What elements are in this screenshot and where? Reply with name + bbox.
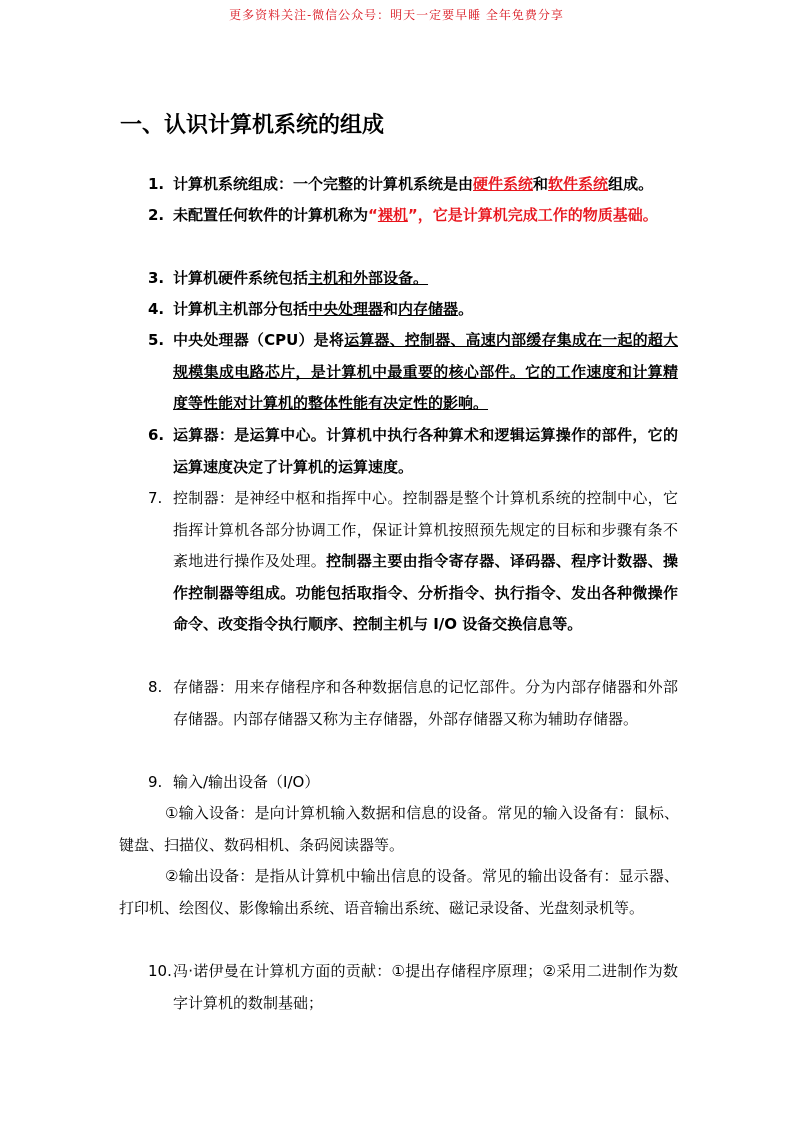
list-item-9: [148, 767, 678, 799]
item-text: 计算机硬件系统包括: [173, 269, 309, 287]
item-number: 7.: [148, 489, 163, 507]
list-item-10: [148, 956, 678, 1019]
item-text: 。: [458, 300, 474, 318]
item-number: 4.: [148, 300, 165, 318]
item-text: 控制器：是神经中枢和指挥中心。控制器是整个计算机系统的控制中心，它指挥计算机各部分协调工作，保证计算机按照预先规定的目标和步骤有条不紊地进行操作及处理。: [173, 489, 678, 570]
paragraph-input-devices: ①输入设备：是向计算机输入数据和信息的设备。常见的输入设备有：鼠标、键盘、扫描仪、数码相机、条码阅读器等。: [119, 804, 679, 854]
list-item-8: [148, 672, 678, 735]
item-number: 1.: [148, 175, 165, 193]
list-item-1: [148, 169, 678, 201]
highlight-hardware: 硬件系统: [473, 175, 534, 193]
item-text: 计算机主机部分包括: [173, 300, 309, 318]
list-item-5: [148, 325, 678, 420]
page-header: 更多资料关注-微信公众号：明天一定要早睡 全年免费分享: [229, 8, 564, 22]
highlight-software: 软件系统: [548, 175, 609, 193]
list-item-6: [148, 420, 678, 483]
item-text: 计算机系统组成：一个完整的计算机系统是由: [173, 175, 474, 193]
item-number: 8.: [148, 678, 163, 696]
paragraph-output-devices: ②输出设备：是指从计算机中输出信息的设备。常见的输出设备有：显示器、打印机、绘图仪、影像输出系统、语音输出系统、磁记录设备、光盘刻录机等。: [119, 867, 679, 917]
list-item-4: [148, 294, 678, 326]
underlined-text: 中央处理器: [308, 300, 384, 318]
item-text: 和: [533, 175, 549, 193]
item-text: 中央处理器（CPU）是将: [173, 331, 345, 349]
underlined-text: 运算器、控制器、高速内部缓存集成在一起的超大规模集成电路芯片，是计算机中最重要的核心部件。它的工作速度和计算精度等性能对计算机的整体性能有决定性的影响。: [173, 331, 678, 412]
item-number: 2.: [148, 206, 165, 224]
bold-text: 控制器主要由指令寄存器、译码器、程序计数器、操作控制器等组成。功能包括取指令、分析指令、执行指令、发出各种微操作命令、改变指令执行顺序、控制主机与 I/O 设备交换信息等。: [173, 552, 678, 633]
item-number: 10.: [148, 962, 172, 980]
highlight-bare-machine: 裸机: [377, 206, 408, 224]
underlined-text: 内存储器: [398, 300, 459, 318]
item-text: 冯·诺伊曼在计算机方面的贡献：①提出存储程序原理；②采用二进制作为数字计算机的数制基础；: [173, 962, 678, 1012]
item-number: 5.: [148, 331, 165, 349]
item-number: 6.: [148, 426, 165, 444]
list-item-7: [148, 483, 678, 641]
list-item-3: [148, 263, 678, 295]
highlight-quote: “: [368, 206, 378, 224]
item-text: 输入/输出设备（I/O）: [173, 773, 320, 791]
item-text: 组成。: [608, 175, 654, 193]
item-text: 和: [383, 300, 399, 318]
section-title: 一、认识计算机系统的组成: [120, 113, 385, 138]
item-number: 3.: [148, 269, 165, 287]
item-number: 9.: [148, 773, 163, 791]
underlined-text: 主机和外部设备。: [308, 269, 429, 287]
highlight-rest: ”，它是计算机完成工作的物质基础。: [407, 206, 658, 224]
list-item-2: [148, 200, 678, 232]
item-text: 存储器：用来存储程序和各种数据信息的记忆部件。分为内部存储器和外部存储器。内部存储器又称为主存储器，外部存储器又称为辅助存储器。: [173, 678, 678, 728]
item-text: 未配置任何软件的计算机称为: [173, 206, 369, 224]
item-text: 运算器：是运算中心。计算机中执行各种算术和逻辑运算操作的部件，它的运算速度决定了计算机的运算速度。: [173, 426, 678, 476]
